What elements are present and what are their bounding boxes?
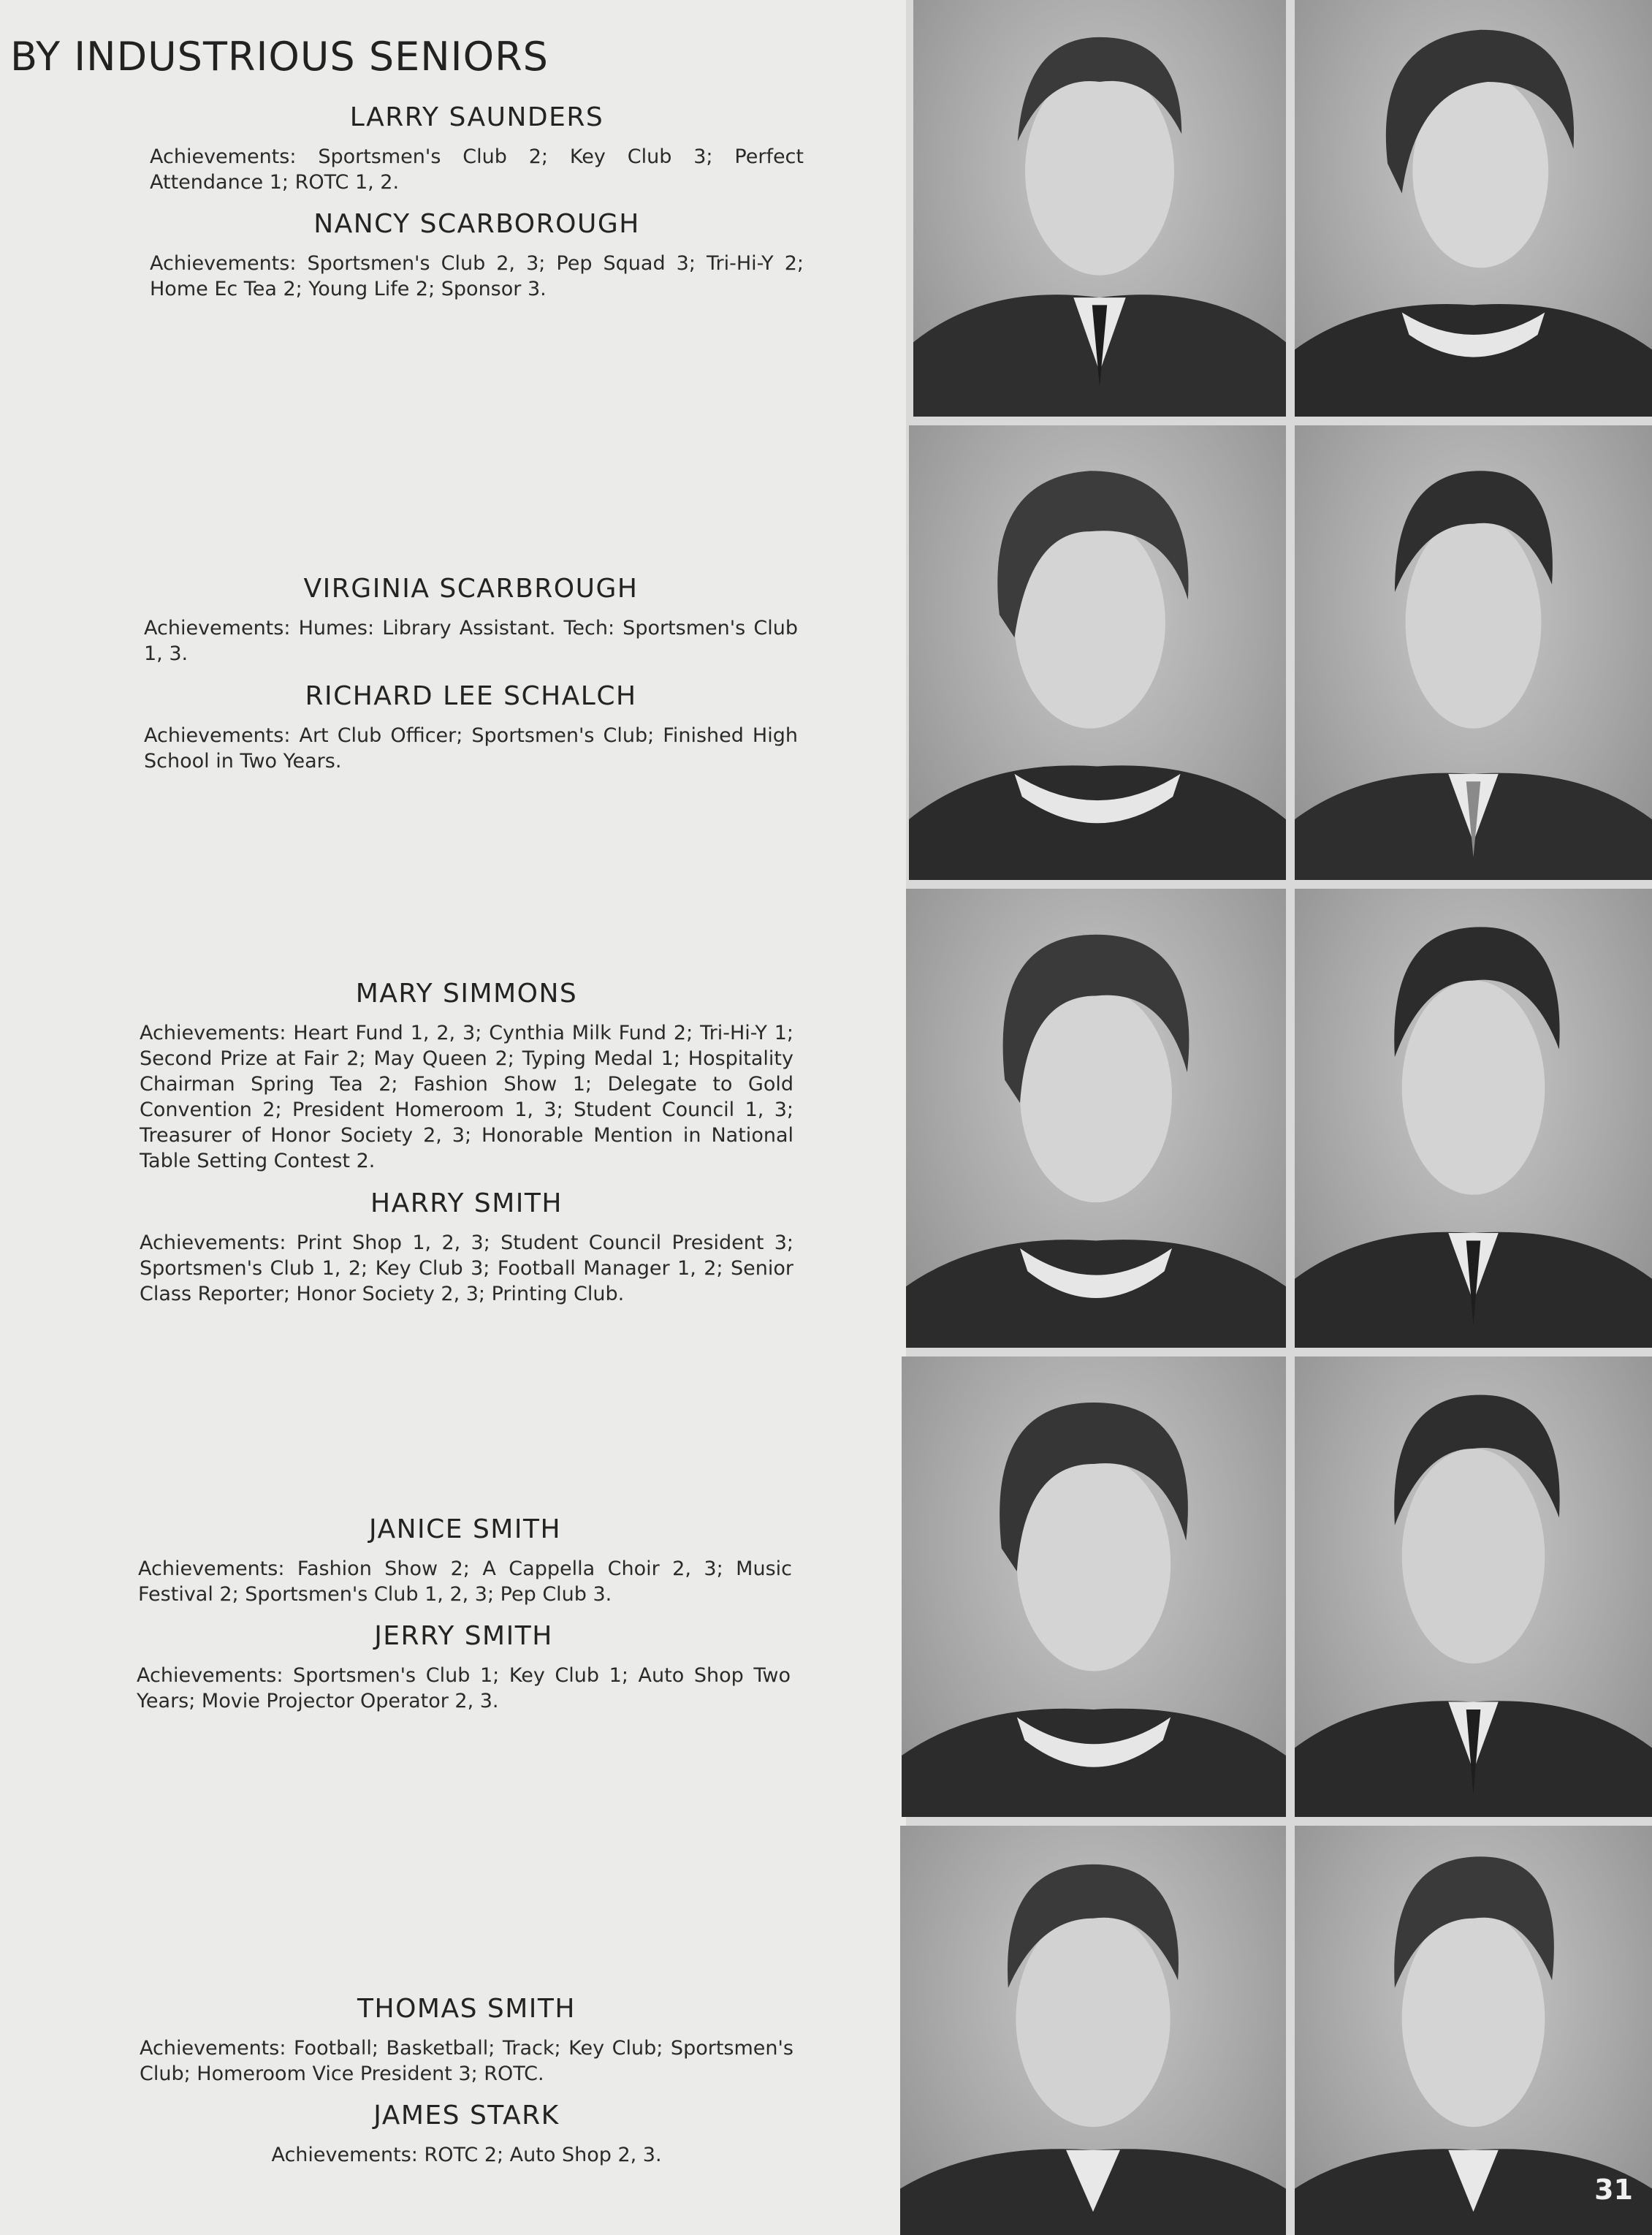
portrait-photo [1295, 425, 1652, 880]
senior-achievements: Achievements: Art Club Officer; Sportsmen's Club; Finished High School in Two Years. [144, 724, 798, 773]
portrait-photo [902, 1356, 1286, 1817]
senior-name: JANICE SMITH [368, 1514, 562, 1544]
portrait-grid [906, 0, 1652, 2235]
portrait-photo [913, 0, 1286, 417]
senior-achievements: Achievements: Sportsmen's Club 1; Key Club 1; Auto Shop Two Years; Movie Projector Operator 2, 3. [137, 1664, 791, 1712]
portrait-photo [906, 889, 1286, 1348]
portrait-photo [1295, 0, 1652, 417]
senior-achievements: Achievements: Football; Basketball; Track; Key Club; Sportsmen's Club; Homeroom Vice President 3; ROTC. [140, 2037, 793, 2085]
senior-achievements: Achievements: Sportsmen's Club 2; Key Club 3; Perfect Attendance 1; ROTC 1, 2. [150, 145, 804, 194]
senior-achievements: Achievements: Print Shop 1, 2, 3; Student Council President 3; Sportsmen's Club 1, 2; Key Club 3; Football Manager 1, 2; Senior Class Reporter; Honor Society 2, 3; Printing Club. [140, 1232, 793, 1305]
senior-achievements: Achievements: ROTC 2; Auto Shop 2, 3. [271, 2144, 662, 2166]
portrait-photo [1295, 889, 1652, 1348]
senior-name: NANCY SCARBOROUGH [313, 209, 640, 239]
senior-achievements: Achievements: Fashion Show 2; A Cappella Choir 2, 3; Music Festival 2; Sportsmen's Club 1, 2, 3; Pep Club 3. [138, 1557, 792, 1606]
senior-entry [137, 1621, 791, 1714]
senior-name: THOMAS SMITH [357, 1994, 576, 2024]
senior-name: MARY SIMMONS [355, 979, 578, 1009]
senior-name: HARRY SMITH [370, 1188, 563, 1218]
senior-entry [138, 1514, 792, 1607]
senior-name: JAMES STARK [373, 2101, 560, 2130]
senior-name: LARRY SAUNDERS [349, 102, 604, 132]
portrait-photo [909, 425, 1286, 880]
senior-name: VIRGINIA SCARBROUGH [303, 574, 639, 604]
senior-entry [150, 209, 804, 302]
page-title: BY INDUSTRIOUS SENIORS [10, 34, 549, 80]
senior-achievements: Achievements: Humes: Library Assistant. Tech: Sportsmen's Club 1, 3. [144, 617, 798, 665]
senior-entry [140, 2101, 793, 2168]
senior-achievements: Achievements: Heart Fund 1, 2, 3; Cynthia Milk Fund 2; Tri-Hi-Y 1; Second Prize at Fair 2; May Queen 2; Typing Medal 1; Hospitality Chairman Spring Tea 2; Fashion Show 1; Delegate to Gold Convention 2; President Homeroom 1, 3; Student Council 1, 3; Treasurer of Honor Society 2, 3; Honorable Mention in National Table Setting Contest 2. [140, 1022, 793, 1172]
senior-entry [144, 574, 798, 667]
senior-name: JERRY SMITH [374, 1621, 553, 1651]
senior-entry [144, 681, 798, 774]
senior-entry [140, 979, 793, 1174]
page-number: 31 [1594, 2174, 1633, 2206]
portrait-photo [1295, 1356, 1652, 1817]
senior-achievements: Achievements: Sportsmen's Club 2, 3; Pep Squad 3; Tri-Hi-Y 2; Home Ec Tea 2; Young Life 2; Sponsor 3. [150, 252, 804, 300]
senior-name: RICHARD LEE SCHALCH [305, 681, 637, 711]
portrait-photo [900, 1826, 1286, 2235]
senior-entry [140, 1188, 793, 1307]
senior-entry [140, 1994, 793, 2087]
senior-entry [150, 102, 804, 195]
